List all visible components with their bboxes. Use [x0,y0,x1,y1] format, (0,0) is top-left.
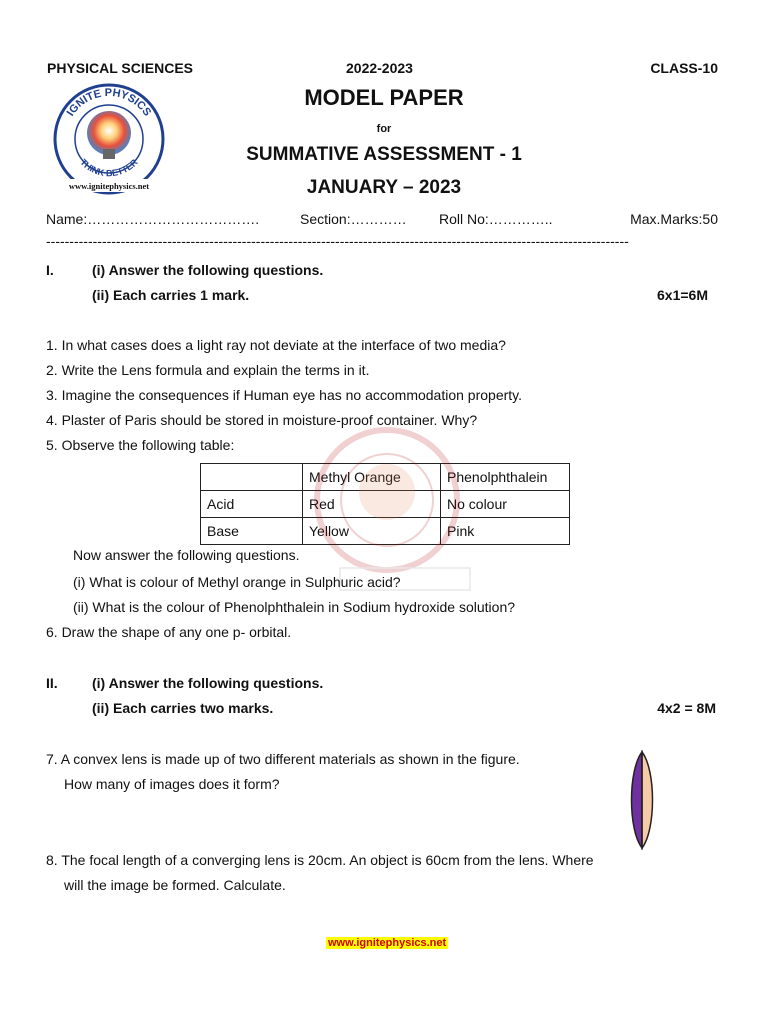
table-cell: Yellow [303,518,441,545]
question-1: 1. In what cases does a light ray not deviate at the interface of two media? [46,337,506,353]
question-8-line1: 8. The focal length of a converging lens is 20cm. An object is 60cm from the lens. Where [46,852,594,868]
section-field: Section:………… [300,211,407,227]
name-field: Name:………………………………. [46,211,260,227]
table-cell: Base [201,518,303,545]
section1-instruction2: (ii) Each carries 1 mark. [92,287,250,303]
question-3: 3. Imagine the consequences if Human eye has no accommodation property. [46,387,523,403]
question-2: 2. Write the Lens formula and explain the terms in it. [46,362,370,378]
question-8-line2: will the image be formed. Calculate. [64,877,286,893]
class-label: CLASS-10 [650,60,718,76]
year-label: 2022-2023 [346,60,413,76]
assessment-title: SUMMATIVE ASSESSMENT - 1 [246,144,522,165]
section1-instruction1: (i) Answer the following questions. [92,262,324,278]
max-marks: Max.Marks:50 [630,211,718,227]
watermark-logo [300,420,475,595]
table-cell: Phenolphthalein [441,464,570,491]
question-6: 6. Draw the shape of any one p- orbital. [46,624,292,640]
for-label: for [376,123,392,135]
table-cell: No colour [441,491,570,518]
svg-text:IGNITE PHYSICS: IGNITE PHYSICS [64,86,154,119]
table-cell: Pink [441,518,570,545]
divider-line: ----------------------------------------------------------------------------------------------------------------------------- [46,233,629,249]
roll-field: Roll No:………….. [439,211,553,227]
section2-instruction1: (i) Answer the following questions. [92,675,324,691]
question-7-line1: 7. A convex lens is made up of two different materials as shown in the figure. [46,751,520,767]
date-title: JANUARY – 2023 [306,177,462,198]
svg-text:www.ignitephysics.net: www.ignitephysics.net [68,181,150,191]
subject-label: PHYSICAL SCIENCES [47,60,193,76]
main-title: MODEL PAPER [304,85,464,110]
section2-instruction2: (ii) Each carries two marks. [92,700,274,716]
svg-text:THINK BETTER: THINK BETTER [78,157,140,179]
table-cell: Red [303,491,441,518]
question-5: 5. Observe the following table: [46,437,235,453]
section1-numeral: I. [46,262,54,278]
section2-numeral: II. [46,675,58,691]
question-5-part-i: (i) What is colour of Methyl orange in Sulphuric acid? [73,574,401,590]
question-7-line2: How many of images does it form? [64,776,280,792]
table-cell [201,464,303,491]
table-cell: Acid [201,491,303,518]
convex-lens-figure [622,750,662,850]
question-4: 4. Plaster of Paris should be stored in moisture-proof container. Why? [46,412,478,428]
followup-text: Now answer the following questions. [73,547,300,563]
question-5-part-ii: (ii) What is the colour of Phenolphthalein in Sodium hydroxide solution? [73,599,516,615]
section2-marks: 4x2 = 8M [657,700,716,716]
section1-marks: 6x1=6M [657,287,708,303]
table-cell: Methyl Orange [303,464,441,491]
footer-website-link[interactable]: www.ignitephysics.net [328,937,447,949]
